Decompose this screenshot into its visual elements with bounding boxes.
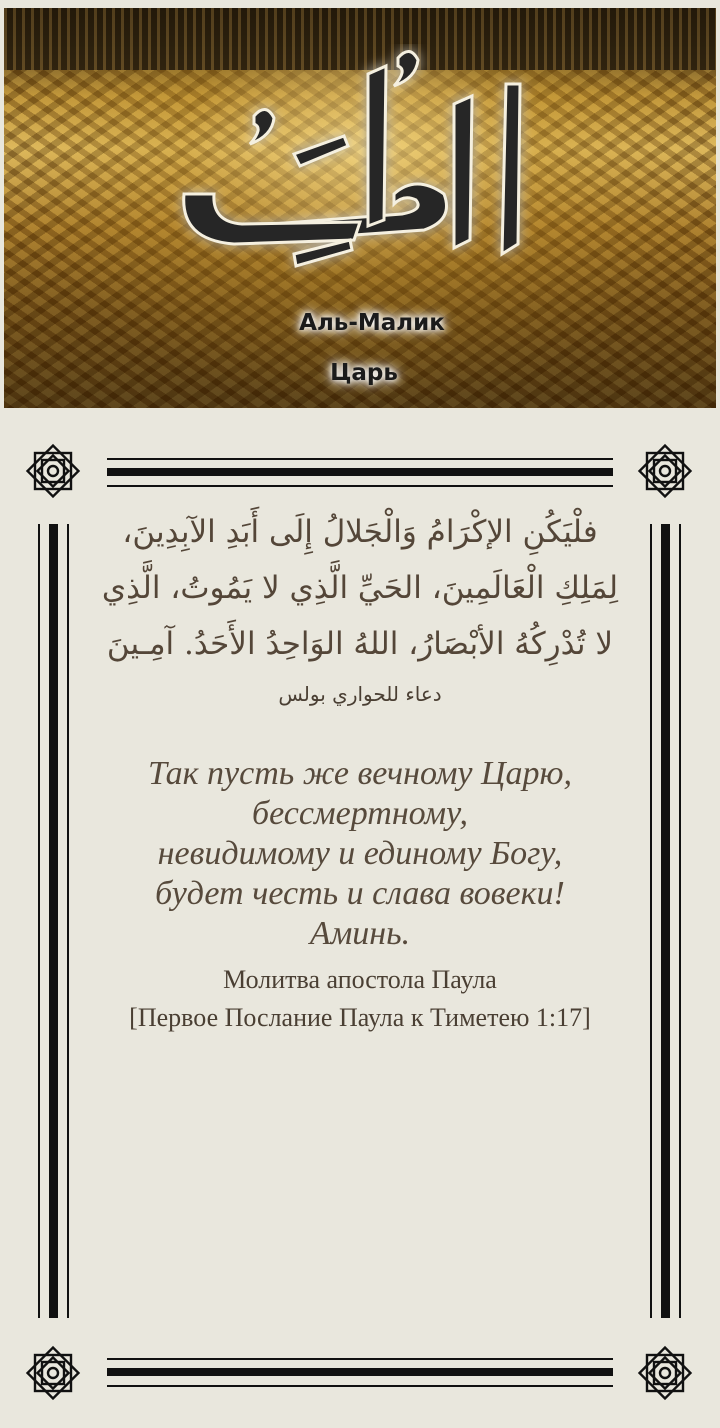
banner-meaning: Царь bbox=[330, 360, 398, 386]
header-banner bbox=[4, 8, 716, 408]
star-ornament-icon bbox=[634, 440, 696, 502]
prayer-content bbox=[90, 500, 630, 1034]
right-frame-bar bbox=[650, 524, 682, 1318]
russian-prayer-text: Так пусть же вечному Царю, бессмертному, невидимому и единому Богу, будет честь и слава вовеки! Аминь. bbox=[147, 755, 573, 952]
left-frame-bar bbox=[38, 524, 70, 1318]
star-ornament-icon bbox=[634, 1342, 696, 1404]
star-ornament-icon bbox=[22, 440, 84, 502]
arabic-prayer-text: فلْيَكُنِ الإكْرَامُ وَالْجَلالُ إِلَى أَبَدِ الآبِدِينَ، لِمَلِكِ الْعَالَمِينَ، الحَيِّ الَّذِي لا يَمُوتُ، الَّذِي لا تُدْرِكُهُ الأبْصَارُ، اللهُ الوَاحِدُ الأَحَدُ. آمِـينَ bbox=[101, 514, 619, 662]
banner-name: Аль-Малик bbox=[299, 310, 445, 336]
al-malik-calligraphy bbox=[154, 44, 554, 284]
scripture-reference: [Первое Послание Паула к Тиметею 1:17] bbox=[129, 1003, 591, 1032]
russian-prayer-source: Молитва апостола Паула bbox=[223, 965, 497, 994]
arabic-prayer-source: دعاء للحواري بولس bbox=[278, 682, 442, 706]
star-ornament-icon bbox=[22, 1342, 84, 1404]
top-frame-bar bbox=[107, 458, 613, 488]
bottom-frame-bar bbox=[107, 1358, 613, 1388]
